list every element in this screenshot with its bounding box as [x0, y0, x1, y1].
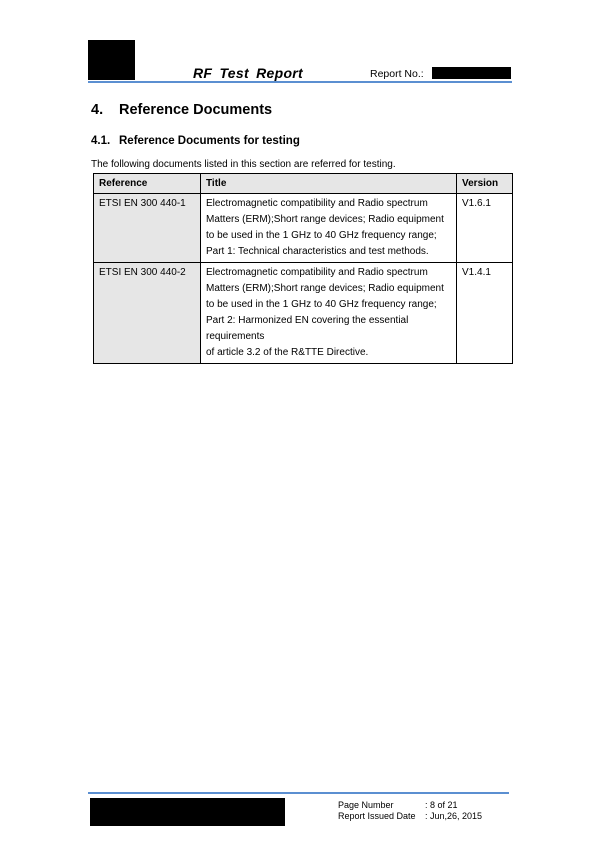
version-cell: V1.4.1 [457, 263, 513, 364]
table-row [94, 194, 513, 263]
column-header-version: Version [457, 174, 513, 194]
company-logo-redacted [88, 40, 135, 80]
issued-date-value: : Jun,26, 2015 [425, 811, 483, 821]
page-number-value: : 8 of 21 [425, 800, 458, 810]
report-header-title: RF Test Report [193, 65, 304, 81]
title-line: requirements [206, 331, 265, 342]
title-cell [201, 194, 457, 263]
title-line: Part 1: Technical characteristics and test methods. [206, 246, 429, 257]
title-line: Matters (ERM);Short range devices; Radio equipment [206, 283, 444, 294]
title-line: Electromagnetic compatibility and Radio spectrum [206, 267, 428, 278]
title-line: Matters (ERM);Short range devices; Radio equipment [206, 214, 444, 225]
reference-documents-table [93, 173, 513, 364]
title-line: to be used in the 1 GHz to 40 GHz frequency range; [206, 299, 437, 310]
footer-redacted-block [90, 798, 285, 826]
version-cell: V1.6.1 [457, 194, 513, 263]
column-header-title: Title [201, 174, 457, 194]
page-number-label: Page Number [338, 800, 394, 810]
title-line: to be used in the 1 GHz to 40 GHz frequency range; [206, 230, 437, 241]
table-header-row [94, 174, 513, 194]
title-line: of article 3.2 of the R&TTE Directive. [206, 347, 369, 358]
footer-labels [338, 800, 416, 822]
column-header-reference: Reference [94, 174, 201, 194]
report-number-redacted [432, 67, 511, 79]
subsection-number: 4.1. [91, 135, 111, 147]
header-divider [88, 81, 512, 83]
footer-divider [88, 792, 509, 794]
footer-values [425, 800, 482, 822]
section-number: 4. [91, 102, 104, 118]
report-number-label: Report No.: [370, 68, 424, 80]
intro-paragraph: The following documents listed in this section are referred for testing. [91, 159, 396, 170]
title-line: Part 2: Harmonized EN covering the essential [206, 315, 409, 326]
title-line: Electromagnetic compatibility and Radio spectrum [206, 198, 428, 209]
section-heading [91, 102, 272, 118]
reference-cell: ETSI EN 300 440-1 [94, 194, 201, 263]
subsection-heading [91, 135, 300, 147]
section-title: Reference Documents [119, 102, 273, 118]
subsection-title: Reference Documents for testing [119, 135, 300, 147]
title-cell [201, 263, 457, 364]
table-row [94, 263, 513, 364]
reference-cell: ETSI EN 300 440-2 [94, 263, 201, 364]
issued-date-label: Report Issued Date [338, 811, 416, 821]
